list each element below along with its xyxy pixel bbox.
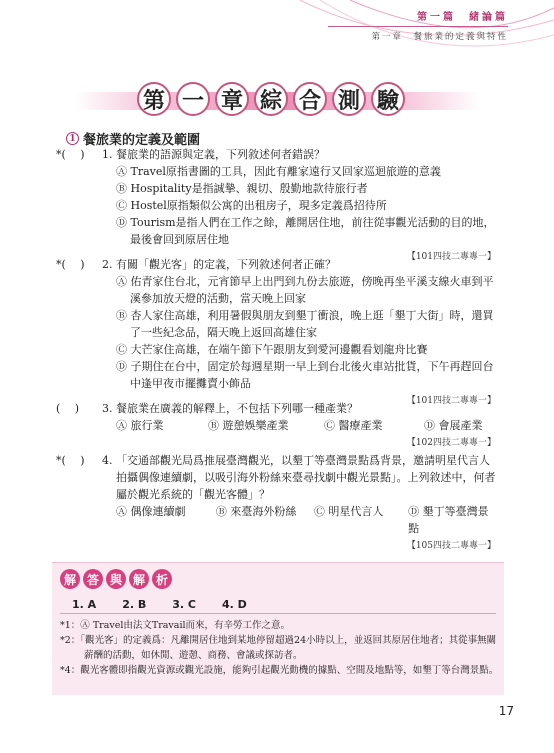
note-1: *1：Ⓐ Travel由法文Travail而來，有辛勞工作之意。 [60,620,291,631]
question-4 [56,452,496,555]
option-c: Ⓒ 明星代言人 [313,505,384,518]
answer-1: 1. A [72,598,97,611]
note-4: *4：觀光客體即指觀光資源或觀光設施，能夠引起觀光動機的據點、空間及地點等，如墾丁等台灣景點。 [60,665,499,676]
banner-char: 合 [293,82,327,116]
question-stem: 1. 餐旅業的語源與定義，下列敘述何者錯誤？ [102,148,325,161]
explanation-heading [60,569,172,589]
option-a: Ⓐ Travel原指書圖的工具，因此有離家遠行又回家巡迴旅遊的意義 [116,165,441,178]
answer-blank: *( ) [56,258,85,271]
question-stem: 2. 有關「觀光客」的定義，下列敘述何者正確？ [102,258,336,271]
option-a: Ⓐ 偶像連續劇 [116,505,186,518]
heading-char: 析 [152,569,172,589]
question-3 [56,400,496,452]
banner-char: 綜 [254,82,288,116]
question-source: 【101四技二專專一】 [406,252,496,262]
chapter-title: 第一章 餐旅業的定義與特性 [371,32,508,42]
running-header [328,8,508,42]
divider [60,613,496,614]
option-a: Ⓐ 佑青家住台北，元宵節早上出門到九份去旅遊，傍晚再坐平溪支線火車到平溪參加放天燈的活動，當天晚上回家 [116,275,494,305]
heading-char: 答 [83,569,103,589]
heading-char: 與 [106,569,126,589]
page-number: 17 [498,704,514,718]
question-2 [56,256,496,410]
explanation-notes [60,618,500,678]
question-stem: 3. 餐旅業在廣義的解釋上，不包括下列哪一種產業？ [102,402,358,415]
option-b: Ⓑ 遊憩娛樂產業 [208,419,289,432]
question-source: 【102四技二專專一】 [406,438,496,448]
answer-blank: ( ) [56,402,80,415]
option-b: Ⓑ Hospitality是指誠摯、親切、殷勤地款待旅行者 [116,182,368,195]
banner-char: 測 [332,82,366,116]
answer-blank: *( ) [56,148,85,161]
option-d: Ⓓ 會展產業 [424,419,483,432]
banner-char: 驗 [371,82,405,116]
note-2: *2：「觀光客」的定義爲：凡離開居住地到某地停留超過24小時以上，並返回其原居住地者；其從事無關薪酬的活動，如休閒、遊憩、商務、會議或探訪者。 [60,635,497,661]
section-title: 餐旅業的定義及範圍 [83,133,201,148]
answer-3: 3. C [172,598,196,611]
option-d: Ⓓ Tourism是指人們在工作之餘，離開居住地，前往從事觀光活動的目的地，最後會回到原居住地 [116,216,495,246]
heading-char: 解 [129,569,149,589]
banner-char: 第 [137,82,171,116]
option-c: Ⓒ Hostel原指類似公寓的出租房子，現多定義爲招待所 [116,199,387,212]
question-1 [56,146,496,266]
answer-key [72,598,247,611]
part-title: 第一篇 緒論篇 [417,12,508,23]
option-d: Ⓓ 子期住在台中，固定於每週星期一早上到台北後火車站批貨，下午再趕回台中逢甲夜市擺攤賣小飾品 [116,360,494,390]
section-number: 1 [66,132,79,145]
answer-blank: *( ) [56,454,85,467]
option-d: Ⓓ 墾丁等臺灣景點 [408,505,489,535]
option-b: Ⓑ 杏人家住高雄，利用暑假與朋友到墾丁衝浪，晚上逛「墾丁大街」時，還買了一些紀念品，隔天晚上返回高雄住家 [116,309,494,339]
heading-char: 解 [60,569,80,589]
answer-2: 2. B [122,598,147,611]
option-c: Ⓒ 醫療產業 [324,419,383,432]
question-source: 【101四技二專專一】 [406,396,496,406]
banner-char: 章 [215,82,249,116]
question-stem: 4. 「交通部觀光局爲推展臺灣觀光，以墾丁等臺灣景點爲背景，邀請明星代言人拍攝偶像連續劇，以吸引海外粉絲來臺尋找劇中觀光景點」。上列敘述中，何者屬於觀光系統的「觀光客體」？ [102,454,496,501]
option-c: Ⓒ 大芒家住高雄，在端午節下午跟朋友到愛河邊觀看划龍舟比賽 [116,343,428,356]
chapter-test-banner [75,82,480,120]
option-b: Ⓑ 來臺海外粉絲 [215,505,297,518]
banner-char: 一 [176,82,210,116]
question-source: 【105四技二專專一】 [406,541,496,551]
answer-4: 4. D [221,598,247,611]
header-rule [328,26,508,27]
option-a: Ⓐ 旅行業 [116,419,164,432]
